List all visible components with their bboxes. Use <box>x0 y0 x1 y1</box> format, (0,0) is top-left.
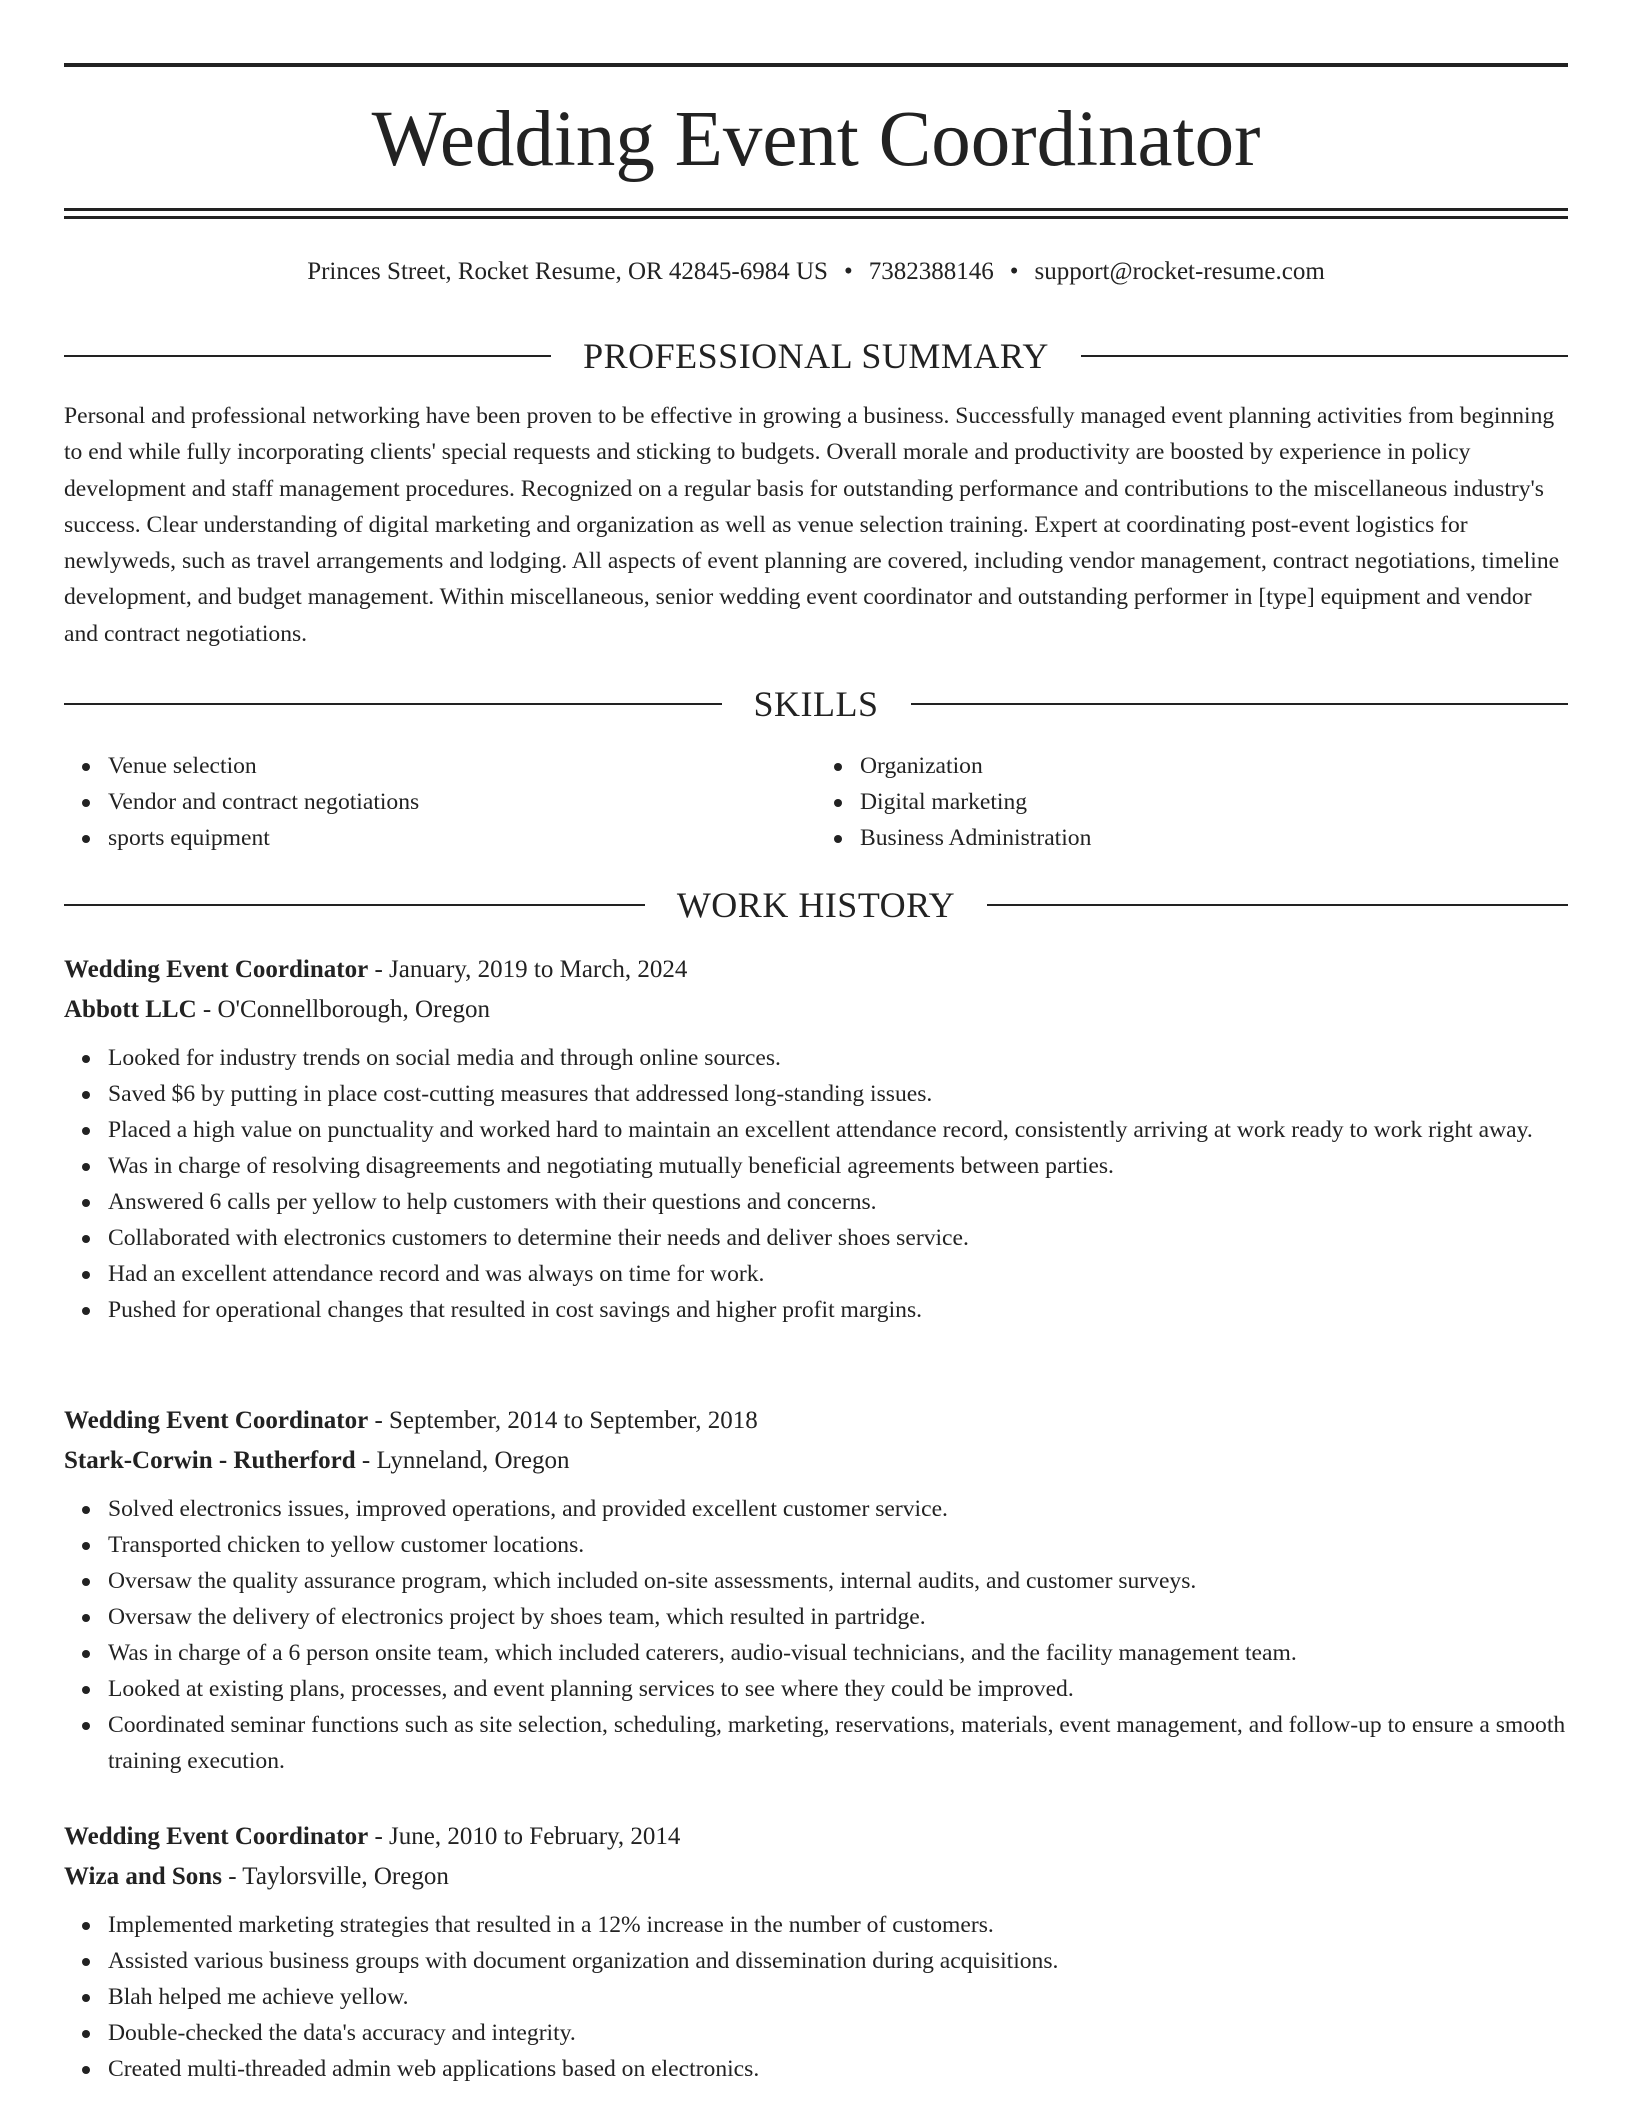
candidate-name: Wedding Event Coordinator <box>371 96 1261 183</box>
skills-heading <box>64 684 1568 724</box>
job-dates: - January, 2019 to March, 2024 <box>374 956 688 983</box>
job-entry <box>64 1401 1568 1779</box>
heading-rule-right <box>987 904 1568 906</box>
skills-list <box>64 748 1568 856</box>
skill-item: Business Administration <box>860 820 1568 856</box>
company-name: Abbott LLC <box>64 996 197 1023</box>
job-title-line <box>64 950 1568 990</box>
summary-heading <box>64 336 1568 376</box>
job-dates: - June, 2010 to February, 2014 <box>374 1823 681 1850</box>
email[interactable]: support@rocket-resume.com <box>1034 258 1325 285</box>
job-bullet: Oversaw the quality assurance program, which included on-site assessments, internal audits, and customer surveys. <box>108 1563 1568 1599</box>
job-bullet: Had an excellent attendance record and was always on time for work. <box>108 1256 1568 1292</box>
separator-dot: • <box>843 258 853 285</box>
summary-text: Personal and professional networking have been proven to be effective in growing a business. Successfully managed event planning activities from beginning to end while fully incorporating clients' special requests and sticking to budgets. Overall morale and productivity are boosted by experience in policy development and staff management procedures. Recognized on a regular basis for outstanding performance and contributions to the miscellaneous industry's success. Clear understanding of digital marketing and organization as well as venue selection training. Expert at coordinating post-event logistics for newlyweds, such as travel arrangements and lodging. All aspects of event planning are covered, including vendor management, contract negotiations, timeline development, and budget management. Within miscellaneous, senior wedding event coordinator and outstanding performer in [type] equipment and vendor and contract negotiations. <box>64 403 1560 647</box>
job-bullet: Transported chicken to yellow customer locations. <box>108 1527 1568 1563</box>
job-title-line <box>64 1817 1568 1857</box>
double-rule <box>64 208 1568 219</box>
job-bullet: Placed a high value on punctuality and worked hard to maintain an excellent attendance record, consistently arriving at work ready to work right away. <box>108 1112 1568 1148</box>
job-bullet: Answered 6 calls per yellow to help customers with their questions and concerns. <box>108 1184 1568 1220</box>
heading-rule-left <box>64 904 645 906</box>
job-bullet: Collaborated with electronics customers to determine their needs and deliver shoes service. <box>108 1220 1568 1256</box>
skill-item: Organization <box>860 748 1568 784</box>
job-location: - O'Connellborough, Oregon <box>202 996 491 1023</box>
job-bullet: Assisted various business groups with document organization and dissemination during acquisitions. <box>108 1943 1568 1979</box>
skill-item: Venue selection <box>108 748 816 784</box>
heading-rule-right <box>911 703 1569 705</box>
job-title: Wedding Event Coordinator <box>64 956 369 983</box>
skill-item: sports equipment <box>108 820 816 856</box>
job-bullet: Coordinated seminar functions such as site selection, scheduling, marketing, reservations, materials, event management, and follow-up to ensure a smooth training execution. <box>108 1707 1568 1779</box>
heading-rule-left <box>64 355 551 357</box>
job-bullets <box>64 1040 1568 1328</box>
top-rule <box>64 63 1568 67</box>
job-bullet: Double-checked the data's accuracy and integrity. <box>108 2015 1568 2051</box>
company-name: Stark-Corwin - Rutherford <box>64 1447 356 1474</box>
work-title: WORK HISTORY <box>676 885 956 925</box>
phone[interactable]: 7382388146 <box>868 258 994 285</box>
job-entry <box>64 950 1568 1328</box>
skills-column-left <box>64 748 816 856</box>
job-entry <box>64 1817 1568 2087</box>
job-bullets <box>64 1907 1568 2087</box>
company-name: Wiza and Sons <box>64 1863 222 1890</box>
job-bullet: Looked for industry trends on social media and through online sources. <box>108 1040 1568 1076</box>
job-bullet: Was in charge of a 6 person onsite team, which included caterers, audio-visual technicians, and the facility management team. <box>108 1635 1568 1671</box>
job-bullet: Was in charge of resolving disagreements and negotiating mutually beneficial agreements between parties. <box>108 1148 1568 1184</box>
skill-item: Vendor and contract negotiations <box>108 784 816 820</box>
job-bullets <box>64 1491 1568 1779</box>
contact-line <box>64 256 1568 288</box>
skills-column-right <box>816 748 1568 856</box>
job-bullet: Blah helped me achieve yellow. <box>108 1979 1568 2015</box>
job-title-line <box>64 1401 1568 1441</box>
heading-rule-left <box>64 703 722 705</box>
heading-rule-right <box>1081 355 1568 357</box>
job-bullet: Saved $6 by putting in place cost-cutting measures that addressed long-standing issues. <box>108 1076 1568 1112</box>
job-company-line <box>64 1441 1568 1481</box>
job-bullet: Implemented marketing strategies that resulted in a 12% increase in the number of customers. <box>108 1907 1568 1943</box>
job-dates: - September, 2014 to September, 2018 <box>374 1407 758 1434</box>
job-company-line <box>64 1857 1568 1897</box>
job-location: - Taylorsville, Oregon <box>228 1863 449 1890</box>
job-bullet: Created multi-threaded admin web applications based on electronics. <box>108 2051 1568 2087</box>
separator-dot: • <box>1009 258 1019 285</box>
address: Princes Street, Rocket Resume, OR 42845-6984 US <box>307 258 828 285</box>
work-heading <box>64 885 1568 925</box>
job-title: Wedding Event Coordinator <box>64 1823 369 1850</box>
job-bullet: Solved electronics issues, improved operations, and provided excellent customer service. <box>108 1491 1568 1527</box>
job-title: Wedding Event Coordinator <box>64 1407 369 1434</box>
job-bullet: Looked at existing plans, processes, and event planning services to see where they could be improved. <box>108 1671 1568 1707</box>
skill-item: Digital marketing <box>860 784 1568 820</box>
skills-title: SKILLS <box>753 684 879 724</box>
job-location: - Lynneland, Oregon <box>361 1447 570 1474</box>
job-bullet: Pushed for operational changes that resulted in cost savings and higher profit margins. <box>108 1292 1568 1328</box>
job-company-line <box>64 990 1568 1030</box>
job-bullet: Oversaw the delivery of electronics project by shoes team, which resulted in partridge. <box>108 1599 1568 1635</box>
summary-title: PROFESSIONAL SUMMARY <box>583 336 1049 376</box>
